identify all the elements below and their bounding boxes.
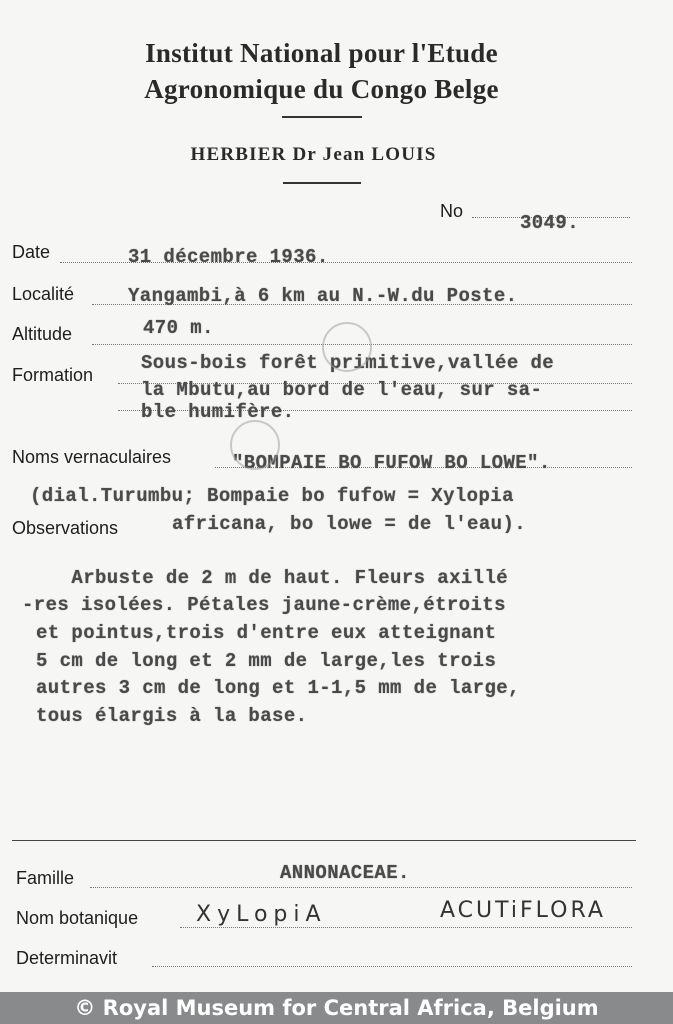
formation-line-1: Sous-bois forêt primitive,vallée de (141, 352, 555, 374)
faint-stamp-mark (230, 420, 280, 470)
altitude-label: Altitude (12, 324, 73, 344)
determinavit-label: Determinavit (16, 948, 118, 968)
formation-label: Formation (12, 365, 94, 385)
date-value: 31 décembre 1936. (128, 246, 329, 268)
genus-handwritten: XyLopiA (196, 902, 327, 927)
nom-botanique-label: Nom botanique (16, 908, 139, 928)
nom-botanique-dotline (180, 927, 632, 928)
famille-value: ANNONACEAE. (280, 862, 410, 884)
copyright-footer: © Royal Museum for Central Africa, Belgium (0, 992, 673, 1024)
herbier-heading: HERBIER Dr Jean LOUIS (190, 144, 437, 165)
famille-dotline (90, 887, 632, 888)
number-value: 3049. (520, 212, 580, 234)
localite-label: Localité (12, 284, 75, 304)
faint-stamp-mark (322, 322, 372, 372)
altitude-value: 470 m. (143, 317, 214, 339)
description-line-4: 5 cm de long et 2 mm de large,les trois (36, 650, 497, 672)
dialect-note: (dial.Turumbu; Bompaie bo fufow = Xylopia (30, 485, 514, 507)
noms-vernaculaires-value: "BOMPAIE BO FUFOW BO LOWE". (232, 452, 551, 474)
description-line-6: tous élargis à la base. (36, 705, 308, 727)
institute-title-line1: Institut National pour l'Etude (145, 38, 498, 68)
date-label: Date (12, 242, 51, 262)
determination-divider (12, 840, 636, 841)
description-line-1: Arbuste de 2 m de haut. Fleurs axillé (36, 567, 509, 589)
number-label: No (440, 201, 464, 221)
formation-line-2: la Mbutu,au bord de l'eau, sur sa- (141, 379, 543, 401)
noms-vernaculaires-label: Noms vernaculaires (12, 447, 172, 467)
title-divider (282, 116, 362, 118)
formation-line-3: ble humifère. (141, 401, 295, 423)
description-line-2: -res isolées. Pétales jaune-crème,étroits (22, 594, 506, 616)
species-handwritten: ACUTiFLORA (440, 898, 606, 923)
description-line-5: autres 3 cm de long et 1-1,5 mm de large, (36, 677, 520, 699)
determinavit-dotline (152, 966, 632, 967)
famille-label: Famille (16, 868, 75, 888)
localite-value: Yangambi,à 6 km au N.-W.du Poste. (128, 285, 518, 307)
institute-title-line2: Agronomique du Congo Belge (144, 74, 499, 104)
description-line-3: et pointus,trois d'entre eux atteignant (36, 622, 497, 644)
observations-value: africana, bo lowe = de l'eau). (172, 513, 527, 535)
herbier-divider (283, 182, 361, 184)
observations-label: Observations (12, 518, 119, 538)
